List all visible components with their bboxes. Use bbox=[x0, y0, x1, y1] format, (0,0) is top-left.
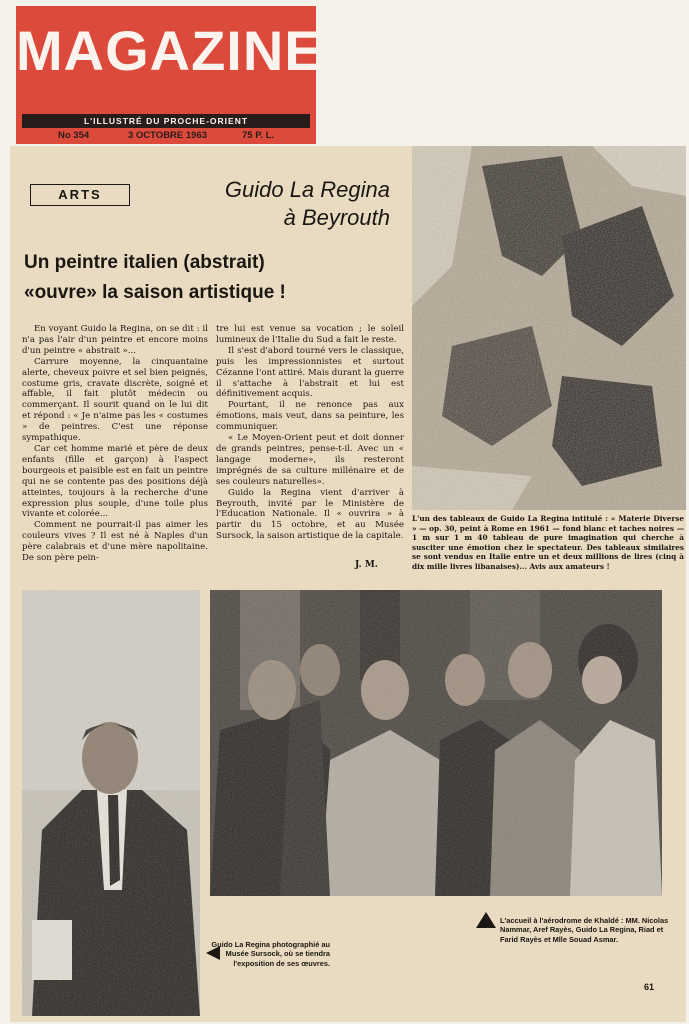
paragraph: tre lui est venue sa vocation ; le soleil lumineux de l'Italie du Sud a fait le reste. bbox=[216, 324, 404, 345]
portrait-photo bbox=[22, 590, 200, 1016]
abstract-painting-image bbox=[412, 146, 686, 510]
arrow-up-icon bbox=[476, 912, 496, 928]
headline-line-1: Guido La Regina bbox=[224, 177, 390, 202]
portrait-caption: Guido La Regina photographié au Musée Sursock, où se tiendra l'exposition de ses œuvres. bbox=[211, 940, 330, 968]
article-column-2 bbox=[216, 324, 404, 542]
group-photo bbox=[210, 590, 662, 896]
paragraph: Carrure moyenne, la cinquantaine alerte, cheveux poivre et sel bien peignés, costume gris, cravate discrète, soigné et affable, il fait plutôt médecin ou commerçant. Il sourit quand on le lui dit et répond : « Je n'aime pas les « costumes » de peintres. C'est une réponse sympathique. bbox=[22, 356, 208, 444]
masthead-title: MAGAZINE bbox=[16, 19, 323, 82]
subhead-line-1: Un peintre italien (abstrait) bbox=[24, 252, 265, 273]
page-number: 61 bbox=[644, 982, 655, 992]
magazine-masthead bbox=[16, 6, 323, 144]
paragraph: « Le Moyen-Orient peut et doit donner de grands peintres, pense-t-il. Avec un « langage moderne», ils resteront imprégnés de sa culture millénaire et de ses couleurs naturelles». bbox=[216, 433, 404, 487]
paragraph: Guido la Regina vient d'arriver à Beyrouth, invité par le Ministère de l'Education Nationale. Il « ouvrira » à partir du 15 octobre, et au Musée Sursock, la saison artistique de la capitale. bbox=[216, 487, 404, 542]
abstract-painting-caption: L'un des tableaux de Guido La Regina intitulé : « Materie Diverse » — op. 30, peint à Rome en 1961 — fond blanc et taches noires — 1 m sur 1 m 40 tableau de pure imagination qui cherche à susciter une émotion chez le spectateur. Des tableaux similaires se sont vendus en Italie entre un et deux millions de lires (cinq à dix mille livres libanaises)... Avis aux amateurs ! bbox=[412, 514, 684, 571]
subhead-line-2: «ouvre» la saison artistique ! bbox=[24, 282, 286, 303]
masthead-issue-line bbox=[22, 130, 310, 142]
author-signature: J. M. bbox=[355, 560, 378, 570]
portrait-image bbox=[22, 590, 200, 1016]
article-subhead bbox=[24, 248, 404, 308]
group-photo-caption: L'accueil à l'aérodrome de Khaldé : MM. Nicolas Nammar, Aref Rayès, Guido La Regina, Riad et Farid Rayès et Mlle Souad Asmar. bbox=[500, 916, 669, 944]
section-label: ARTS bbox=[30, 184, 130, 206]
paragraph: Car cet homme marié et père de deux enfants (fille et garçon) à l'aspect bourgeois et paisible est en fait un peintre qui ne se contente pas des positions déjà atteintes, toujours à la recherche d'une expression plus souple, d'une toile plus vivante et colorée... bbox=[22, 443, 208, 520]
masthead-subtitle: L'ILLUSTRÉ DU PROCHE-ORIENT bbox=[22, 114, 310, 128]
article-headline bbox=[160, 176, 390, 232]
paragraph: Il s'est d'abord tourné vers le classique, puis les impressionnistes et surtout Cézanne l'ont attiré. Mais durant la guerre il s'attache à l'abstrait et lui est définitivement acquis. bbox=[216, 345, 404, 400]
issue-date: 3 OCTOBRE 1963 bbox=[128, 130, 208, 141]
article-page bbox=[10, 146, 686, 1022]
issue-price: 75 P. L. bbox=[242, 130, 275, 141]
paragraph: En voyant Guido la Regina, on se dit : il n'a pas l'air d'un peintre et encore moins d'un peintre « abstrait »... bbox=[22, 324, 208, 356]
paragraph: Comment ne pourrait-il pas aimer les couleurs vives ? Il est né à Naples d'un père calabrais et d'une mère napolitaine. De son père pein- bbox=[22, 520, 208, 564]
headline-line-2: à Beyrouth bbox=[283, 205, 390, 230]
issue-number: No 354 bbox=[58, 130, 90, 141]
abstract-painting-photo bbox=[412, 146, 686, 510]
group-image bbox=[210, 590, 662, 896]
paragraph: Pourtant, il ne renonce pas aux émotions, mais veut, dans sa peinture, les communiquer. bbox=[216, 400, 404, 433]
article-column-1 bbox=[22, 324, 208, 564]
